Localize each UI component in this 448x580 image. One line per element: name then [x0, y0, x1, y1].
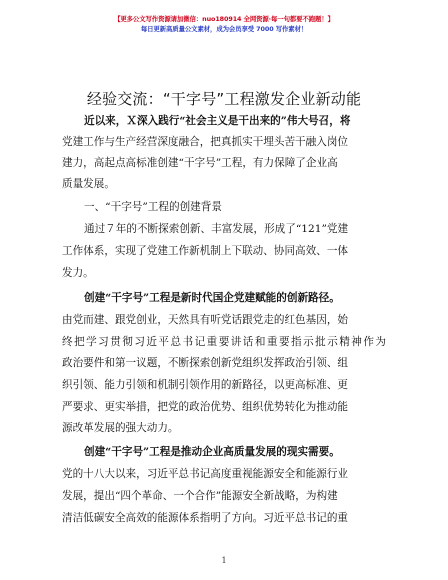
paragraph-1-line-4: 质量发展。	[62, 178, 115, 190]
paragraph-4-line-4: 清洁低碳安全高效的能源体系指明了方向。习近平总书记的重	[62, 512, 349, 524]
paragraph-3-line-7: 源改革发展的强大动力。	[62, 422, 179, 434]
paragraph-4-heading: 创建“干字号”工程是推动企业高质量发展的现实需要。	[84, 446, 340, 458]
paragraph-1-line-1: 近以来，Ｘ深入践行“社会主义是干出来的”伟大号召，将	[84, 115, 351, 127]
paragraph-2-line-1: 通过７年的不断探索创新、丰富发展，形成了“121”党建	[84, 223, 349, 235]
paragraph-1-line-3: 建力，高起点高标准创建“干字号”工程，有力保障了企业高	[62, 157, 338, 169]
paragraph-3-line-3: 终把学习贯彻习近平总书记重要讲话和重要指示批示精神作为	[62, 336, 386, 348]
document-title: 经验交流：“干字号”工程激发企业新动能	[86, 90, 362, 108]
paragraph-1-line-2: 党建工作与生产经营深度融合，把真抓实干埋头苦干融入岗位	[62, 136, 349, 148]
paragraph-3-line-5: 织引领、能力引领和机制引领作用的新路径，以更高标准、更	[62, 379, 349, 391]
paragraph-2-line-2: 工作体系，实现了党建工作新机制上下联动、协同高效、一体	[62, 245, 349, 257]
paragraph-4-line-2: 党的十八大以来，习近平总书记高度重视能源安全和能源行业	[62, 468, 349, 480]
paragraph-4-line-3: 发展，提出“四个革命、一个合作”能源安全新战略，为构建	[62, 490, 338, 502]
promo-banner-line-1: 【更多公文写作资源请加微信：nuo180914 全网资源·每一句都要不跑题！】	[114, 15, 334, 23]
page-number: 1	[221, 556, 227, 565]
promo-banner-line-2: 每日更新高质量公文素材，成为会员享受 7000 写作素材！	[140, 25, 308, 33]
paragraph-2-line-3: 发力。	[62, 267, 94, 279]
paragraph-3-line-4: 政治要件和第一议题，不断探索创新党组织发挥政治引领、组	[62, 357, 349, 369]
paragraph-3-heading: 创建“干字号”工程是新时代国企党建赋能的创新路径。	[84, 292, 340, 304]
paragraph-3-line-2: 由党而建、跟党创业，天然具有听党话跟党走的红色基因，始	[62, 314, 349, 326]
section-heading-1: 一、“干字号”工程的创建背景	[84, 201, 222, 213]
paragraph-3-line-6: 严要求、更实举措，把党的政治优势、组织优势转化为推动能	[62, 401, 349, 413]
